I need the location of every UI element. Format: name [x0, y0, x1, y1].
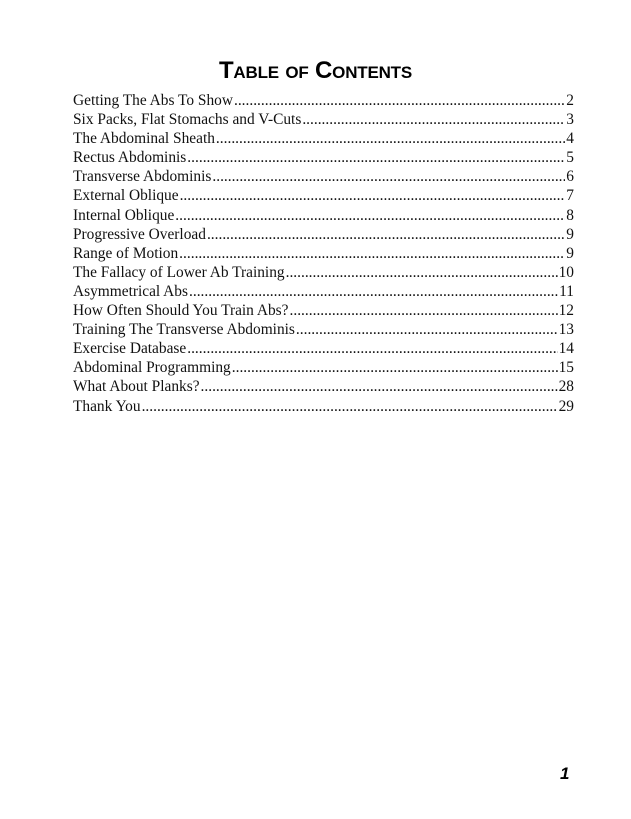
- toc-entry-title: Internal Oblique: [73, 206, 175, 224]
- toc-entry-title: External Oblique: [73, 187, 179, 205]
- table-of-contents: [73, 91, 574, 416]
- toc-leader-dots: [302, 110, 565, 129]
- toc-entry[interactable]: [73, 263, 574, 282]
- toc-entry[interactable]: [73, 167, 574, 186]
- toc-entry-title: The Fallacy of Lower Ab Training: [73, 263, 285, 281]
- toc-entry-page: 15: [558, 359, 574, 377]
- toc-entry-title: Asymmetrical Abs: [73, 282, 188, 300]
- toc-leader-dots: [207, 225, 565, 244]
- toc-entry-page: 2: [566, 92, 574, 109]
- toc-leader-dots: [187, 339, 557, 358]
- toc-entry-title: Transverse Abdominis: [73, 168, 212, 186]
- toc-entry[interactable]: [73, 358, 574, 377]
- toc-entry-title: Abdominal Programming: [73, 359, 231, 377]
- toc-leader-dots: [232, 358, 558, 377]
- toc-entry-title: What About Planks?: [73, 378, 200, 396]
- toc-leader-dots: [180, 186, 566, 205]
- toc-entry-page: 7: [566, 187, 574, 205]
- toc-entry[interactable]: [73, 148, 574, 167]
- toc-entry[interactable]: [73, 320, 574, 339]
- toc-leader-dots: [216, 129, 565, 148]
- page-number: 1: [560, 764, 570, 783]
- toc-entry-title: The Abdominal Sheath: [73, 130, 215, 148]
- toc-entry-page: 6: [566, 168, 574, 186]
- toc-entry-page: 4: [566, 130, 574, 148]
- toc-entry-title: Six Packs, Flat Stomachs and V-Cuts: [73, 111, 302, 129]
- toc-entry-page: 28: [558, 378, 574, 396]
- toc-entry[interactable]: [73, 397, 574, 416]
- toc-entry[interactable]: [73, 244, 574, 263]
- toc-entry[interactable]: [73, 186, 574, 205]
- toc-entry-title: How Often Should You Train Abs?: [73, 302, 289, 320]
- toc-entry[interactable]: [73, 110, 574, 129]
- toc-entry-title: Training The Transverse Abdominis: [73, 321, 295, 339]
- toc-entry-page: 5: [566, 149, 574, 167]
- toc-entry-page: 14: [558, 340, 574, 358]
- toc-entry-page: 10: [558, 263, 574, 281]
- toc-leader-dots: [142, 397, 558, 416]
- toc-leader-dots: [187, 148, 565, 167]
- toc-entry[interactable]: [73, 129, 574, 148]
- toc-entry-title: Thank You: [73, 397, 141, 415]
- toc-entry-page: 9: [566, 244, 574, 262]
- toc-entry-page: 8: [566, 206, 574, 224]
- toc-entry-page: 3: [566, 111, 574, 129]
- toc-entry-title: Getting The Abs To Show: [73, 92, 233, 109]
- toc-leader-dots: [234, 91, 565, 110]
- toc-leader-dots: [175, 206, 565, 225]
- toc-entry-page: 9: [566, 225, 574, 243]
- toc-entry-page: 29: [558, 397, 574, 415]
- toc-leader-dots: [212, 167, 565, 186]
- toc-entry[interactable]: [73, 282, 574, 301]
- toc-entry-page: 12: [558, 302, 574, 320]
- toc-entry-title: Range of Motion: [73, 244, 179, 262]
- toc-leader-dots: [296, 320, 558, 339]
- toc-entry[interactable]: [73, 91, 574, 110]
- toc-entry[interactable]: [73, 339, 574, 358]
- toc-entry[interactable]: [73, 301, 574, 320]
- toc-leader-dots: [179, 244, 565, 263]
- toc-entry[interactable]: [73, 225, 574, 244]
- toc-entry-title: Rectus Abdominis: [73, 149, 187, 167]
- toc-leader-dots: [290, 301, 558, 320]
- toc-entry[interactable]: [73, 377, 574, 396]
- toc-entry-page: 11: [559, 282, 574, 300]
- toc-entry-title: Exercise Database: [73, 340, 187, 358]
- page-title: Table of Contents: [218, 57, 413, 84]
- toc-leader-dots: [201, 377, 558, 396]
- toc-entry-page: 13: [558, 321, 574, 339]
- toc-leader-dots: [189, 282, 558, 301]
- toc-entry-title: Progressive Overload: [73, 225, 206, 243]
- toc-leader-dots: [286, 263, 558, 282]
- toc-entry[interactable]: [73, 206, 574, 225]
